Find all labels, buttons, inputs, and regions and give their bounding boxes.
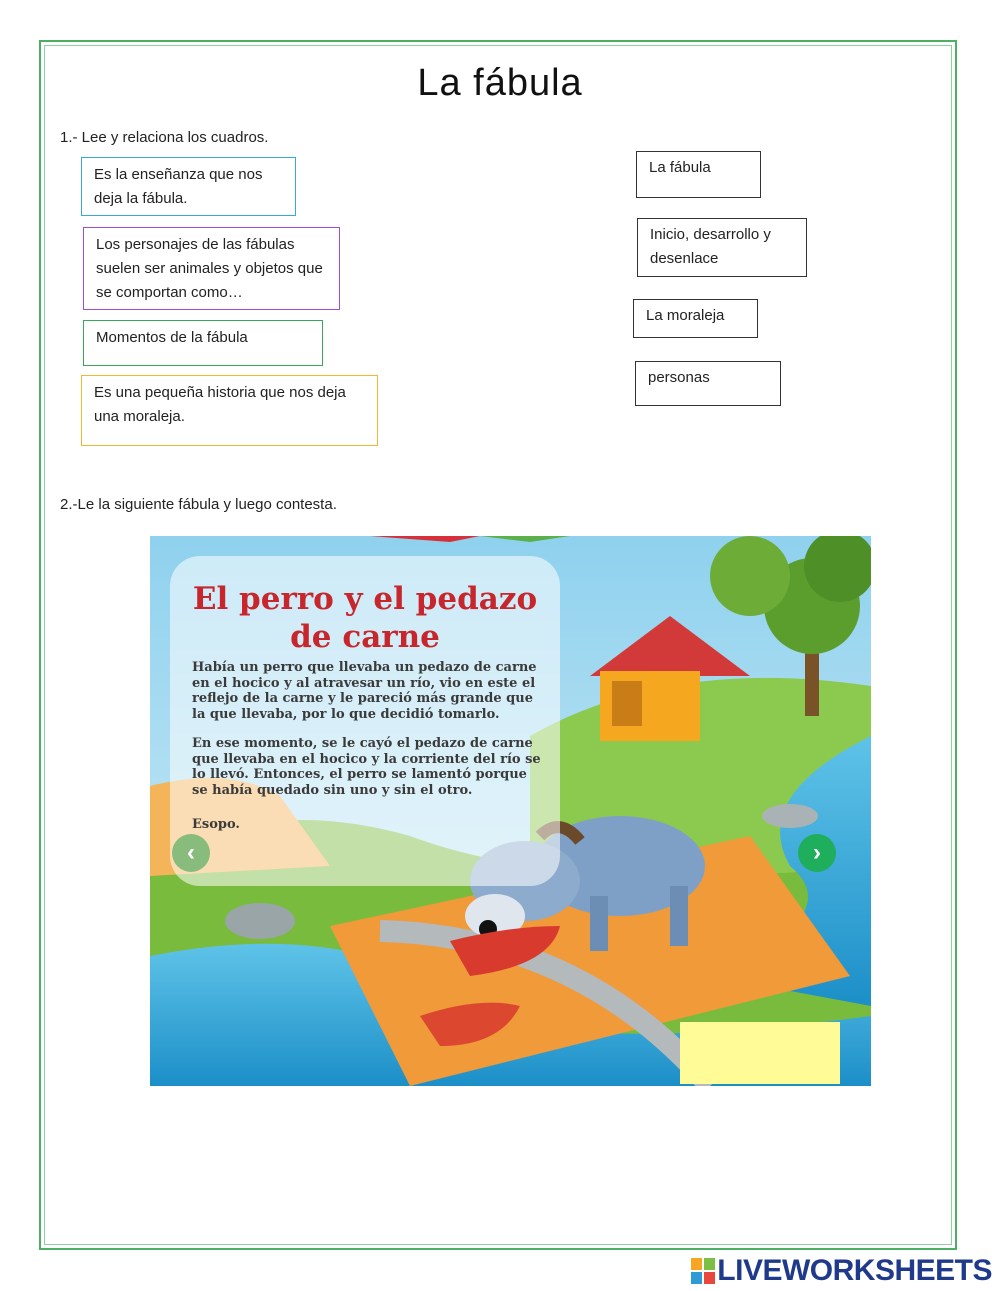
story-paragraph-1: Había un perro que llevaba un pedazo de carne en el hocico y al atravesar un río, vio en este el reflejo de la carne y le pareció más grande que la que llevaba, por lo que decidió tomarlo. [192, 660, 537, 722]
next-arrow-icon[interactable]: › [798, 834, 836, 872]
right-box-4[interactable]: personas [635, 361, 781, 406]
right-box-2[interactable]: Inicio, desarrollo y desenlace [637, 218, 807, 277]
story-author: Esopo. [192, 817, 240, 832]
left-box-4: Es una pequeña historia que nos deja una moraleja. [81, 375, 378, 446]
left-box-2: Los personajes de las fábulas suelen ser animales y objetos que se comportan como… [83, 227, 340, 310]
left-box-3: Momentos de la fábula [83, 320, 323, 366]
story-illustration [150, 536, 871, 1086]
prev-arrow-icon[interactable]: ‹ [172, 834, 210, 872]
brand-name: LIVEWORKSHEETS [717, 1254, 992, 1287]
answer-input-box[interactable] [680, 1022, 840, 1084]
story-title: El perro y el pedazo de carne [192, 581, 538, 655]
liveworksheets-logo-icon [691, 1258, 715, 1284]
page-title: La fábula [417, 62, 583, 104]
right-box-1[interactable]: La fábula [636, 151, 761, 198]
story-paragraph-2: En ese momento, se le cayó el pedazo de carne que llevaba en el hocico y la corriente del río se lo llevó. Entonces, el perro se lamentó porque se había quedado sin uno y sin el otro. [192, 736, 541, 798]
brand-logo [691, 1254, 992, 1288]
left-box-1: Es la enseñanza que nos deja la fábula. [81, 157, 296, 216]
instruction-1: 1.- Lee y relaciona los cuadros. [60, 129, 269, 146]
right-box-3[interactable]: La moraleja [633, 299, 758, 338]
instruction-2: 2.-Le la siguiente fábula y luego contesta. [60, 496, 337, 513]
